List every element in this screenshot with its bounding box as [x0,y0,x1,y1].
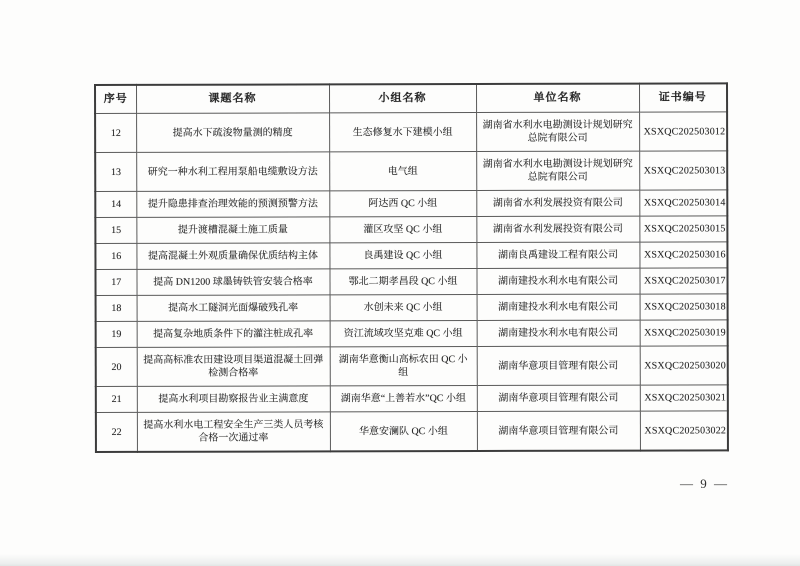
row-topic: 提高水下疏浚物量测的精度 [136,113,329,153]
row-topic: 提高水利项目勘察报告业主满意度 [137,386,330,413]
table-row [96,346,728,387]
row-serial: 15 [95,217,136,243]
row-topic: 提高复杂地质条件下的灌注桩成孔率 [137,321,330,348]
row-group: 华意安澜队 QC 小组 [330,411,477,451]
table-row [96,411,728,452]
row-certificate: XSXQC202503022 [640,411,728,451]
table-row [96,320,728,348]
row-serial: 14 [95,191,136,217]
certificate-table [94,82,729,453]
row-topic: 提升隐患排查治理效能的预测预警方法 [136,191,329,218]
table-row [96,385,728,413]
row-group: 灌区攻坚 QC 小组 [329,216,476,242]
row-topic: 提高 DN1200 球墨铸铁管安装合格率 [136,269,329,296]
page-number: — 9 — [680,476,729,491]
row-topic: 提升渡槽混凝土施工质量 [136,217,329,244]
table-row [95,112,727,153]
column-header-certificate: 证书编号 [639,83,727,112]
row-group: 阿达西 QC 小组 [329,190,476,216]
row-serial: 12 [95,113,136,152]
row-unit: 湖南建投水利水电有限公司 [477,294,640,320]
row-topic: 提高混凝土外观质量确保优质结构主体 [136,243,329,270]
row-serial: 21 [96,386,137,412]
table-row [95,268,727,296]
row-certificate: XSXQC202503014 [639,190,727,216]
row-serial: 18 [96,295,137,321]
row-unit: 湖南省水利水电勘测设计规划研究总院有限公司 [476,151,639,190]
row-unit: 湖南华意项目管理有限公司 [477,385,640,411]
row-certificate: XSXQC202503016 [639,242,727,268]
row-certificate: XSXQC202503012 [639,112,727,151]
row-group: 资江流域攻坚克难 QC 小组 [330,320,477,346]
row-unit: 湖南省水利发展投资有限公司 [476,190,639,216]
column-header-serial: 序号 [95,85,136,114]
row-serial: 13 [95,152,136,191]
row-group: 电气组 [329,151,476,190]
table-row [95,216,727,244]
scan-shadow-edge [0,554,800,566]
column-header-topic: 课题名称 [136,84,329,113]
row-unit: 湖南省水利发展投资有限公司 [476,216,639,242]
row-certificate: XSXQC202503020 [640,346,728,385]
row-unit: 湖南良禹建设工程有限公司 [476,242,639,268]
row-group: 鄂北二期孝昌段 QC 小组 [329,268,476,294]
row-unit: 湖南建投水利水电有限公司 [477,320,640,346]
table-header [95,83,727,113]
row-certificate: XSXQC202503019 [640,320,728,346]
row-group: 生态修复水下建模小组 [329,112,476,151]
row-serial: 17 [95,269,136,295]
row-group: 良禹建设 QC 小组 [329,242,476,268]
row-serial: 20 [96,347,137,386]
table-row [95,242,727,270]
row-unit: 湖南华意项目管理有限公司 [477,411,640,451]
column-header-unit: 单位名称 [476,84,639,113]
row-unit: 湖南建投水利水电有限公司 [476,268,639,294]
row-certificate: XSXQC202503018 [640,294,728,320]
row-certificate: XSXQC202503021 [640,385,728,411]
table-body [95,112,728,452]
row-serial: 19 [96,321,137,347]
certificate-table-container [94,82,727,453]
row-group: 水创未来 QC 小组 [330,294,477,320]
row-serial: 16 [95,243,136,269]
table-row [96,294,728,322]
row-certificate: XSXQC202503017 [639,268,727,294]
row-topic: 研究一种水利工程用泵船电缆敷设方法 [136,152,329,192]
row-certificate: XSXQC202503013 [639,151,727,190]
table-row [95,151,727,192]
row-unit: 湖南省水利水电勘测设计规划研究总院有限公司 [476,112,639,151]
column-header-group: 小组名称 [329,84,476,113]
row-certificate: XSXQC202503015 [639,216,727,242]
row-serial: 22 [96,412,137,452]
row-topic: 提高高标准农田建设项目渠道混凝土回弹检测合格率 [137,347,330,387]
row-group: 湖南华意“上善若水”QC 小组 [330,385,477,411]
row-topic: 提高水利水电工程安全生产三类人员考核合格一次通过率 [137,412,330,452]
row-group: 湖南华意衡山高标农田 QC 小组 [330,346,477,385]
row-topic: 提高水工隧洞光面爆破残孔率 [137,295,330,322]
row-unit: 湖南华意项目管理有限公司 [477,346,640,385]
table-header-row [95,83,727,113]
table-row [95,190,727,218]
